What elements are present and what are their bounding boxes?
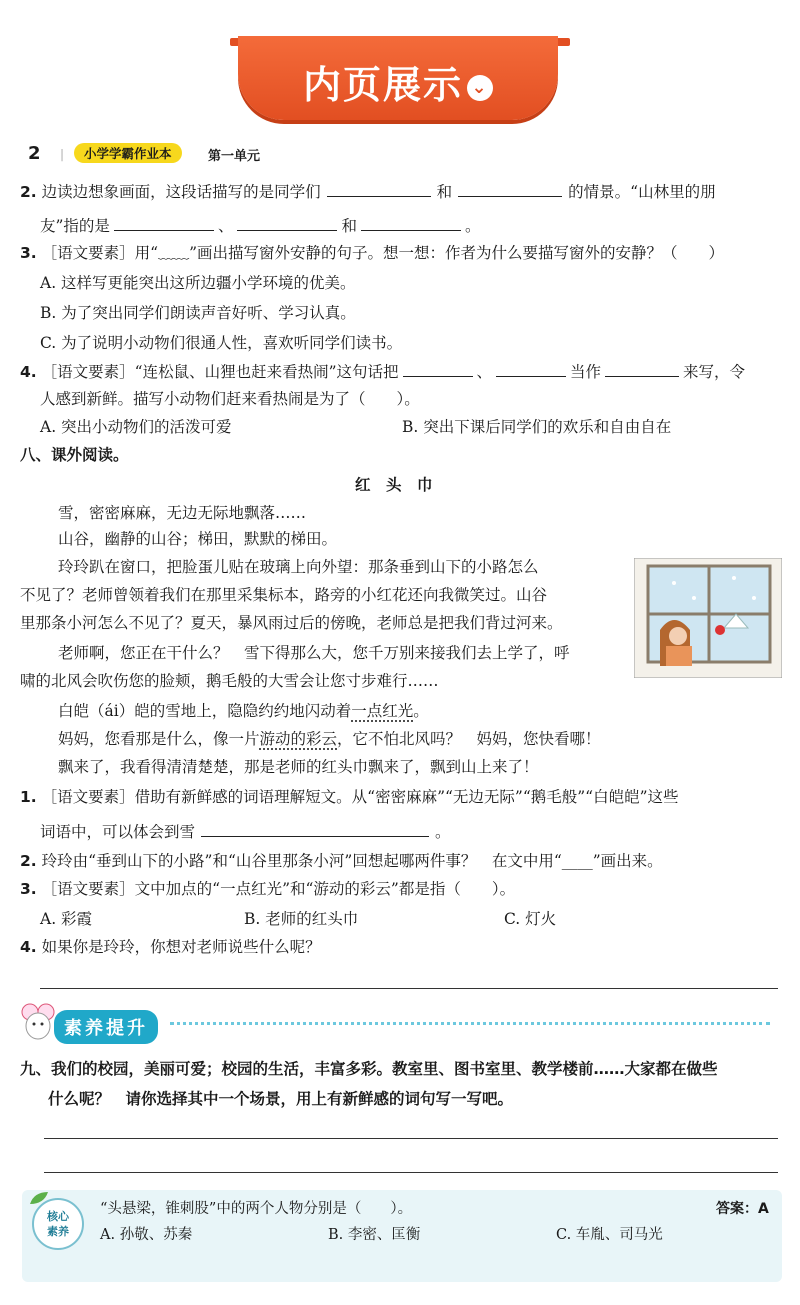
s8-q3-option-b: B. 老师的红头巾 (244, 910, 359, 928)
q7-4-option-a: A. 突出小动物们的活泼可爱 (40, 418, 232, 436)
s8-q1-line1: 1. ［语文要素］借助有新鲜感的词语理解短文。从“密密麻麻”“无边无际”“鹅毛般”“白皑皑”这些 (20, 788, 679, 806)
q7-4-line1: 4. ［语文要素］“连松鼠、山狸也赶来看热闹”这句话把 、 当作 来写，令 (20, 360, 745, 383)
s8-q3-option-c: C. 灯火 (504, 910, 557, 928)
s8-q1-line2: 词语中，可以体会到雪 。 (40, 820, 451, 843)
s8-q4-answer-line[interactable] (40, 988, 778, 989)
q7-3-option-a: A. 这样写更能突出这所边疆小学环境的优美。 (40, 274, 356, 292)
story-title: 红 头 巾 (355, 476, 433, 494)
section8-title: 八、课外阅读。 (20, 446, 129, 464)
story-para-6: 妈妈，您看那是什么，像一片游动的彩云，它不怕北风吗？ 妈妈，您快看哪！ (58, 730, 601, 748)
story-para-3c: 里那条小河怎么不见了？夏天，暴风雨过后的傍晚，老师总是把我们背过河来。 (20, 614, 563, 632)
q7-4-line2: 人感到新鲜。描写小动物们赶来看热闹是为了（ ）。 (40, 390, 420, 408)
section-ribbon: 素养提升 (54, 1010, 158, 1044)
q7-3-option-c: C. 为了说明小动物们很通人性，喜欢听同学们读书。 (40, 334, 403, 352)
section9-line2: 什么呢？ 请你选择其中一个场景，用上有新鲜感的词句写一写吧。 (48, 1090, 514, 1108)
story-para-4a: 老师啊，您正在干什么？ 雪下得那么大，您千万别来接我们去上学了，呼 (58, 644, 570, 662)
q7-4-option-b: B. 突出下课后同学们的欢乐和自由自在 (402, 418, 672, 436)
leaf-icon (28, 1190, 50, 1206)
s8-q3: 3. ［语文要素］文中加点的“一点红光”和“游动的彩云”都是指（ ）。 (20, 880, 516, 898)
story-para-3b: 不见了？老师曾领着我们在那里采集标本，路旁的小红花还向我微笑过。山谷 (20, 586, 548, 604)
core-literacy-badge: 核心 素养 (32, 1198, 84, 1250)
book-badge: 小学学霸作业本 (74, 143, 182, 163)
core-question: “头悬梁，锥刺股”中的两个人物分别是（ ）。 (100, 1201, 413, 1217)
story-para-2: 山谷，幽静的山谷；梯田，默默的梯田。 (58, 530, 338, 548)
q7-2-line1: 2. 边读边想象画面，这段话描写的是同学们 和 的情景。“山林里的朋 (20, 180, 716, 203)
core-option-a: A. 孙敬、苏秦 (100, 1227, 193, 1243)
story-para-4b: 啸的北风会吹伤您的脸颊，鹅毛般的大雪会让您寸步难行…… (20, 672, 439, 690)
story-para-7: 飘来了，我看得清清楚楚，那是老师的红头巾飘来了，飘到山上来了！ (58, 758, 539, 776)
section9-line1: 九、我们的校园，美丽可爱；校园的生活，丰富多彩。教室里、图书室里、教学楼前……大家都在做些 (20, 1060, 718, 1078)
core-option-b: B. 李密、匡衡 (328, 1227, 421, 1243)
banner-title: 内页展示 ⌄ (238, 54, 558, 109)
s8-q4: 4. 如果你是玲玲，你想对老师说些什么呢？ (20, 938, 321, 956)
unit-label: 第一单元 (208, 149, 261, 164)
q7-2-line2: 友”指的是 、 和 。 (40, 214, 480, 237)
story-para-1: 雪，密密麻麻，无边无际地飘落…… (58, 504, 307, 522)
page-number: 2 (28, 143, 41, 164)
mouse-mascot-icon (20, 1002, 56, 1042)
s9-answer-line-1[interactable] (44, 1138, 778, 1139)
q7-3: 3. ［语文要素］用“﹏﹏”画出描写窗外安静的句子。想一想：作者为什么要描写窗外的安静？（ ） (20, 244, 724, 262)
dotted-phrase-colorful-cloud: 游动的彩云 (259, 730, 338, 748)
s9-answer-line-2[interactable] (44, 1172, 778, 1173)
divider: | (60, 147, 65, 161)
core-option-c: C. 车胤、司马光 (556, 1227, 663, 1243)
core-answer: 答案：A (716, 1201, 769, 1217)
chevron-down-icon[interactable]: ⌄ (467, 75, 493, 101)
s8-q2: 2. 玲玲由“垂到山下的小路”和“山谷里那条小河”回想起哪两件事？ 在文中用“____”画出来。 (20, 852, 663, 870)
girl-at-window-illustration (634, 558, 782, 678)
dotted-divider (170, 1022, 770, 1025)
dotted-phrase-red-light: 一点红光 (351, 702, 414, 720)
q7-3-option-b: B. 为了突出同学们朗读声音好听、学习认真。 (40, 304, 356, 322)
story-para-5: 白皑（ái）皑的雪地上，隐隐约约地闪动着一点红光。 (58, 702, 429, 720)
s8-q3-option-a: A. 彩霞 (40, 910, 93, 928)
story-para-3a: 玲玲趴在窗口，把脸蛋儿贴在玻璃上向外望：那条垂到山下的小路怎么 (58, 558, 539, 576)
